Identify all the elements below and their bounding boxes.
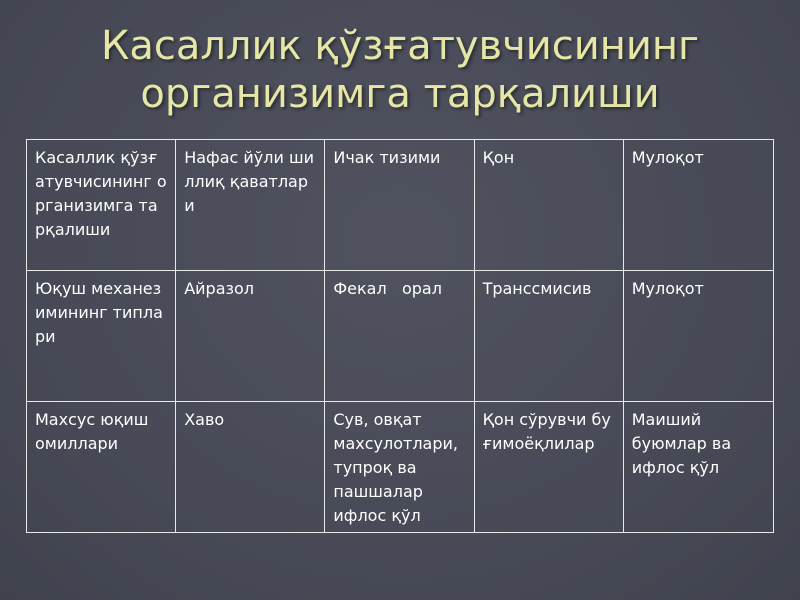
table-cell: Маиший буюмлар ва ифлос қўл <box>623 402 773 533</box>
slide-title <box>0 22 800 118</box>
data-table <box>26 139 774 533</box>
table-cell: Сув, овқат махсулотлари, тупроқ ва пашшалар ифлос қўл <box>325 402 474 533</box>
table-cell: Қон <box>474 140 623 271</box>
table-cell: Юқуш механезимининг типлари <box>27 271 176 402</box>
table-cell: Транссмисив <box>474 271 623 402</box>
table-cell: Фекал орал <box>325 271 474 402</box>
slide-title-line-1: Касаллик қўзғатувчисининг <box>100 23 700 69</box>
table-row <box>27 271 774 402</box>
table-cell: Айразол <box>176 271 325 402</box>
table-cell: Нафас йўли шиллиқ қаватлари <box>176 140 325 271</box>
table-cell: Касаллик қўзғатувчисининг организимга тарқалиши <box>27 140 176 271</box>
table-row <box>27 140 774 271</box>
table-cell: Мулоқот <box>623 140 773 271</box>
table-row <box>27 402 774 533</box>
table-cell: Ичак тизими <box>325 140 474 271</box>
table-cell: Хаво <box>176 402 325 533</box>
table-cell: Мулоқот <box>623 271 773 402</box>
table-cell: Махсус юқиш омиллари <box>27 402 176 533</box>
table-cell: Қон сўрувчи буғимоёқлилар <box>474 402 623 533</box>
slide-title-line-2: организимга тарқалиши <box>140 71 660 117</box>
